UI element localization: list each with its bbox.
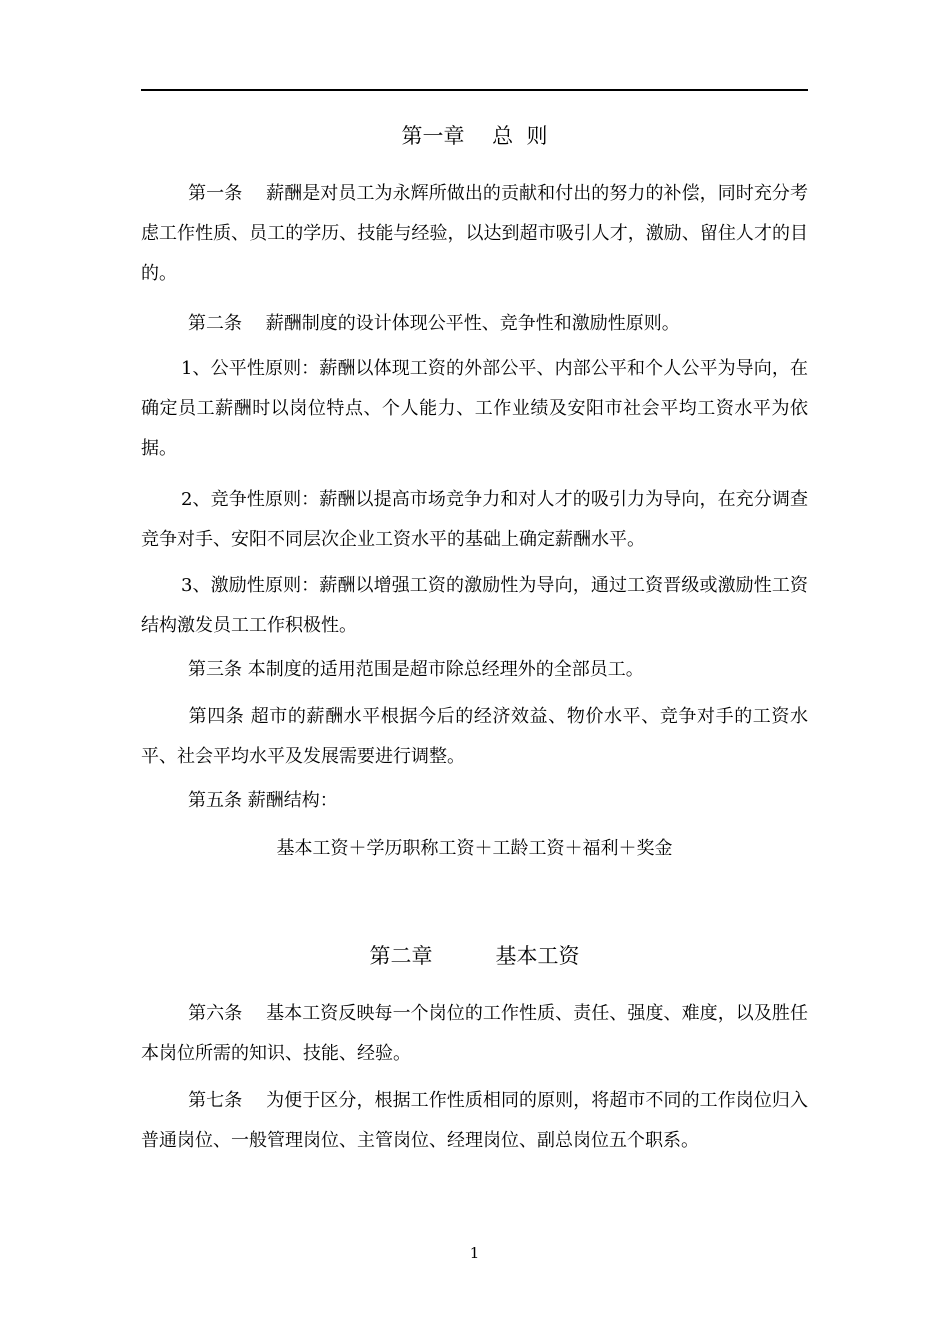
article-3-text: 第三条 本制度的适用范围是超市除总经理外的全部员工。 — [188, 659, 644, 680]
article-3 — [141, 650, 808, 690]
article-5 — [141, 781, 808, 821]
principle-incentive-text: 3、激励性原则：薪酬以增强工资的激励性为导向，通过工资晋级或激励性工资结构激发员工工作积极性。 — [141, 575, 808, 636]
principle-competitiveness-text: 2、竞争性原则：薪酬以提高市场竞争力和对人才的吸引力为导向，在充分调查竞争对手、安阳不同层次企业工资水平的基础上确定薪酬水平。 — [141, 489, 808, 550]
principle-fairness — [141, 349, 808, 469]
article-1-text: 第一条 薪酬是对员工为永辉所做出的贡献和付出的努力的补偿，同时充分考虑工作性质、员工的学历、技能与经验，以达到超市吸引人才，激励、留住人才的目的。 — [141, 183, 808, 284]
article-4-text: 第四条 超市的薪酬水平根据今后的经济效益、物价水平、竞争对手的工资水平、社会平均水平及发展需要进行调整。 — [141, 706, 808, 767]
article-4 — [141, 697, 808, 777]
article-7-text: 第七条 为便于区分，根据工作性质相同的原则，将超市不同的工作岗位归入普通岗位、一般管理岗位、主管岗位、经理岗位、副总岗位五个职系。 — [141, 1090, 808, 1151]
principle-incentive — [141, 566, 808, 646]
principle-competitiveness — [141, 480, 808, 560]
article-5-text: 第五条 薪酬结构： — [188, 790, 338, 811]
principle-fairness-text: 1、公平性原则：薪酬以体现工资的外部公平、内部公平和个人公平为导向，在确定员工薪酬时以岗位特点、个人能力、工作业绩及安阳市社会平均工资水平为依据。 — [141, 358, 808, 459]
page-number: 1 — [469, 1244, 480, 1262]
article-7 — [141, 1081, 808, 1161]
article-6-text: 第六条 基本工资反映每一个岗位的工作性质、责任、强度、难度，以及胜任本岗位所需的知识、技能、经验。 — [141, 1003, 808, 1064]
salary-structure-formula: 基本工资＋学历职称工资＋工龄工资＋福利＋奖金 — [276, 838, 673, 859]
article-2 — [141, 304, 808, 344]
chapter-2-title: 第二章 基本工资 — [369, 944, 580, 968]
chapter-1-title: 第一章 总 则 — [401, 124, 548, 148]
article-2-text: 第二条 薪酬制度的设计体现公平性、竞争性和激励性原则。 — [188, 313, 680, 334]
header-rule — [141, 89, 808, 91]
article-1 — [141, 174, 808, 294]
article-6 — [141, 994, 808, 1074]
